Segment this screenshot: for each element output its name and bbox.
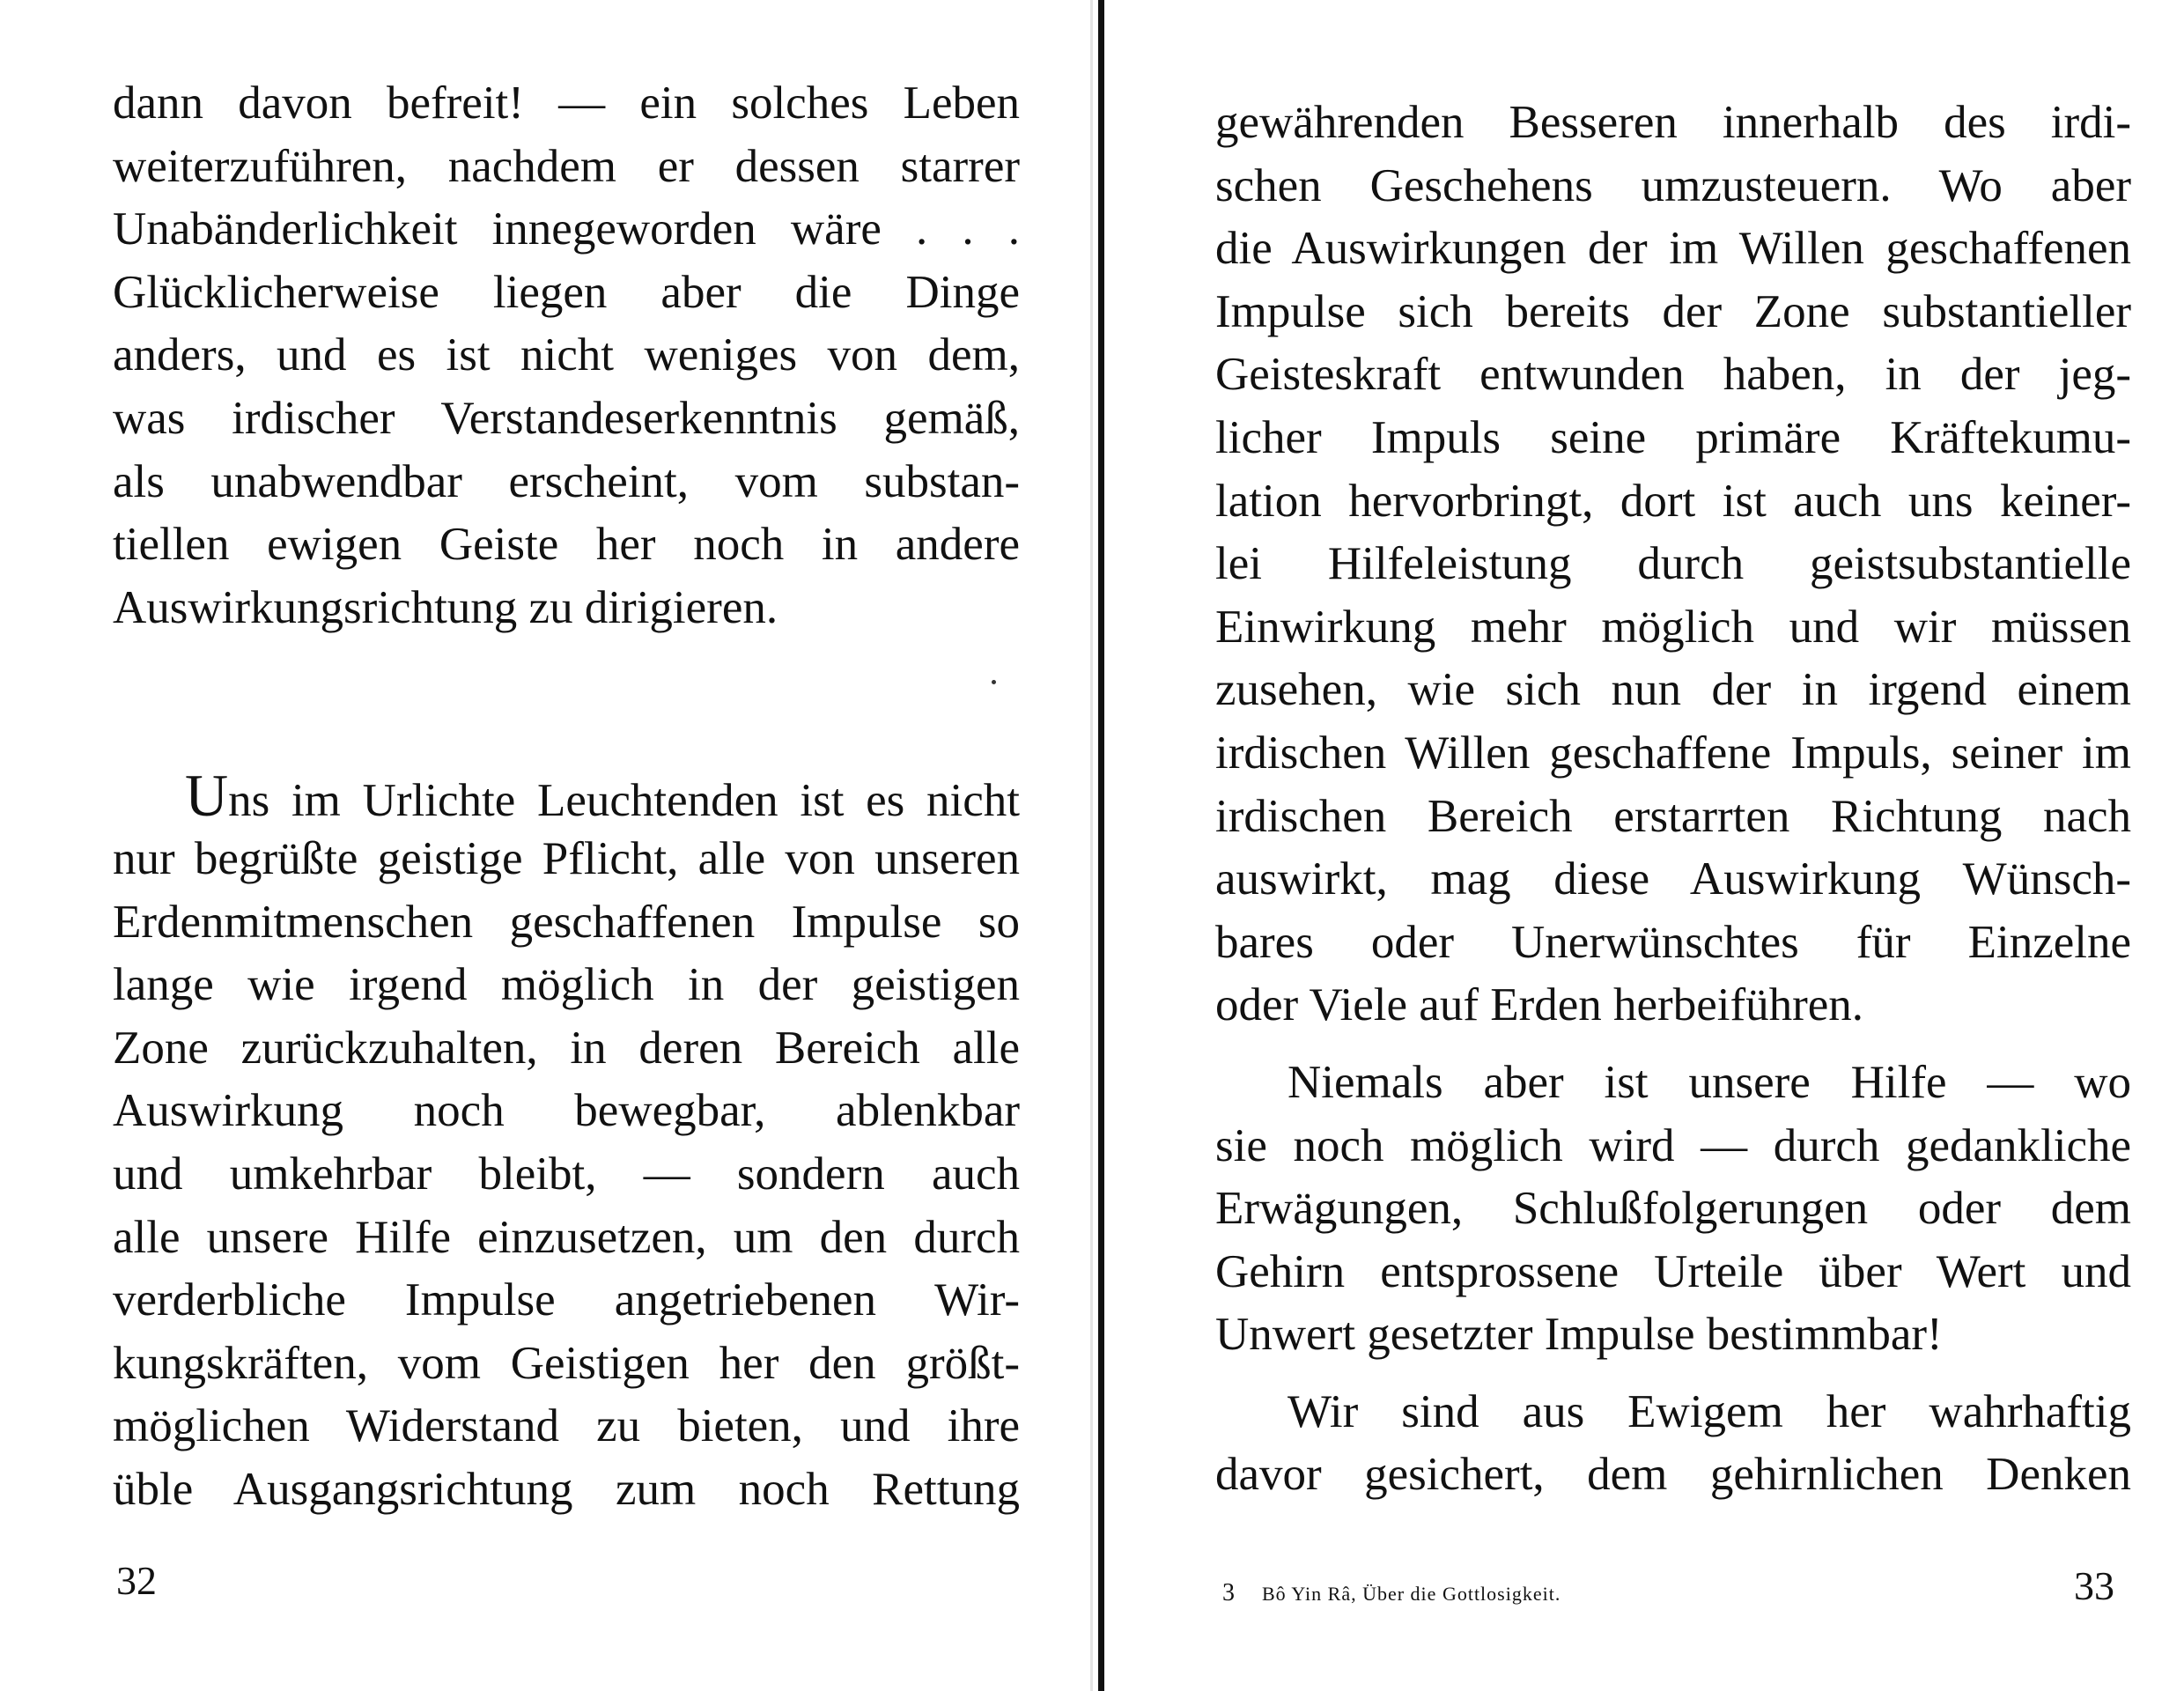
text-line: tiellen ewigen Geiste her noch in andere [113, 519, 1020, 571]
text-line: Glücklicherweise liegen aber die Dinge [113, 266, 1020, 318]
printer-signature [1222, 1579, 1561, 1607]
text-line: Zone zurückzuhalten, in deren Bereich alle [113, 1022, 1020, 1074]
text-line: Auswirkung noch bewegbar, ablenkbar [113, 1085, 1020, 1137]
text-line: was irdischer Verstandeserkenntnis gemäß, [113, 392, 1020, 444]
text-line: schen Geschehens umzusteuern. Wo aber [1215, 159, 2131, 211]
text-line: Erdenmitmenschen geschaffenen Impulse so [113, 896, 1020, 948]
text-line: nur begrüßte geistige Pflicht, alle von unseren [113, 832, 1020, 884]
text-line: anders, und es ist nicht weniges von dem, [113, 329, 1020, 381]
text-line: als unabwendbar erscheint, vom substan- [113, 455, 1020, 507]
page-number: 33 [2074, 1563, 2114, 1608]
text-line: weiterzuführen, nachdem er dessen starrer [113, 140, 1020, 192]
text-line: Unwert gesetzter Impulse bestimmbar! [1215, 1309, 1943, 1361]
text-line: irdischen Bereich erstarrten Richtung nach [1215, 790, 2131, 842]
text-line: auswirkt, mag diese Auswirkung Wünsch- [1215, 853, 2131, 905]
right-text-column [1215, 92, 2131, 1507]
text-line: kungskräften, vom Geistigen her den größt- [113, 1337, 1020, 1389]
text-line: dann davon befreit! — ein solches Leben [113, 78, 1020, 129]
text-line: Gehirn entsprossene Urteile über Wert und [1215, 1245, 2131, 1297]
signature-number: 3 [1222, 1579, 1236, 1606]
page-number: 32 [116, 1558, 157, 1603]
text-line: licher Impuls seine primäre Kräftekumu- [1215, 411, 2131, 463]
paragraph-break [1215, 1367, 2131, 1381]
text-line: Auswirkungsrichtung zu dirigieren. [113, 581, 778, 633]
text-run: ns im Urlichte Leuchtenden ist es nicht [228, 775, 1020, 827]
text-line: und umkehrbar bleibt, — sondern auch [113, 1148, 1020, 1200]
book-gutter [1098, 0, 1104, 1691]
text-line: irdischen Willen geschaffene Impuls, seiner im [1215, 727, 2131, 779]
text-line: lei Hilfeleistung durch geistsubstantielle [1215, 538, 2131, 590]
text-line: Impulse sich bereits der Zone substantieller [1215, 285, 2131, 337]
text-line: die Auswirkungen der im Willen geschaffenen [1215, 223, 2131, 275]
text-line: verderbliche Impulse angetriebenen Wir- [113, 1274, 1020, 1326]
text-line: Erwägungen, Schlußfolgerungen oder dem [1215, 1183, 2131, 1235]
paragraph-break [1215, 1037, 2131, 1052]
text-line: Wir sind aus Ewigem her wahrhaftig [1288, 1385, 2131, 1437]
text-line: sie noch möglich wird — durch gedankliche [1215, 1119, 2131, 1171]
initial-letter: U [185, 762, 229, 830]
text-line: gewährenden Besseren innerhalb des irdi- [1215, 97, 2131, 148]
text-line: lation hervorbringt, dort ist auch uns keiner- [1215, 475, 2131, 527]
text-line: davor gesichert, dem gehirnlichen Denken [1215, 1449, 2131, 1501]
text-line: Geisteskraft entwunden haben, in der jeg- [1215, 349, 2131, 401]
text-line: alle unsere Hilfe einzusetzen, um den durch [113, 1211, 1020, 1263]
text-line: Unabänderlichkeit innegeworden wäre . . . [113, 203, 1020, 255]
text-line: lange wie irgend möglich in der geistigen [113, 959, 1020, 1011]
text-line: zusehen, wie sich nun der in irgend einem [1215, 664, 2131, 716]
section-break [113, 639, 1020, 764]
speck-mark [992, 680, 996, 684]
text-line: Niemals aber ist unsere Hilfe — wo [1288, 1056, 2131, 1108]
paragraph-first-line [113, 764, 1020, 828]
signature-text: Bô Yin Râ, Über die Gottlosigkeit. [1262, 1583, 1561, 1605]
right-page [1111, 0, 2184, 1691]
text-line: möglichen Widerstand zu bieten, und ihre [113, 1400, 1020, 1452]
text-line: Einwirkung mehr möglich und wir müssen [1215, 601, 2131, 653]
text-line: üble Ausgangsrichtung zum noch Rettung [113, 1463, 1020, 1515]
left-text-column [113, 72, 1020, 1521]
text-line: oder Viele auf Erden herbeiführen. [1215, 979, 1864, 1031]
text-line: bares oder Unerwünschtes für Einzelne [1215, 916, 2131, 968]
